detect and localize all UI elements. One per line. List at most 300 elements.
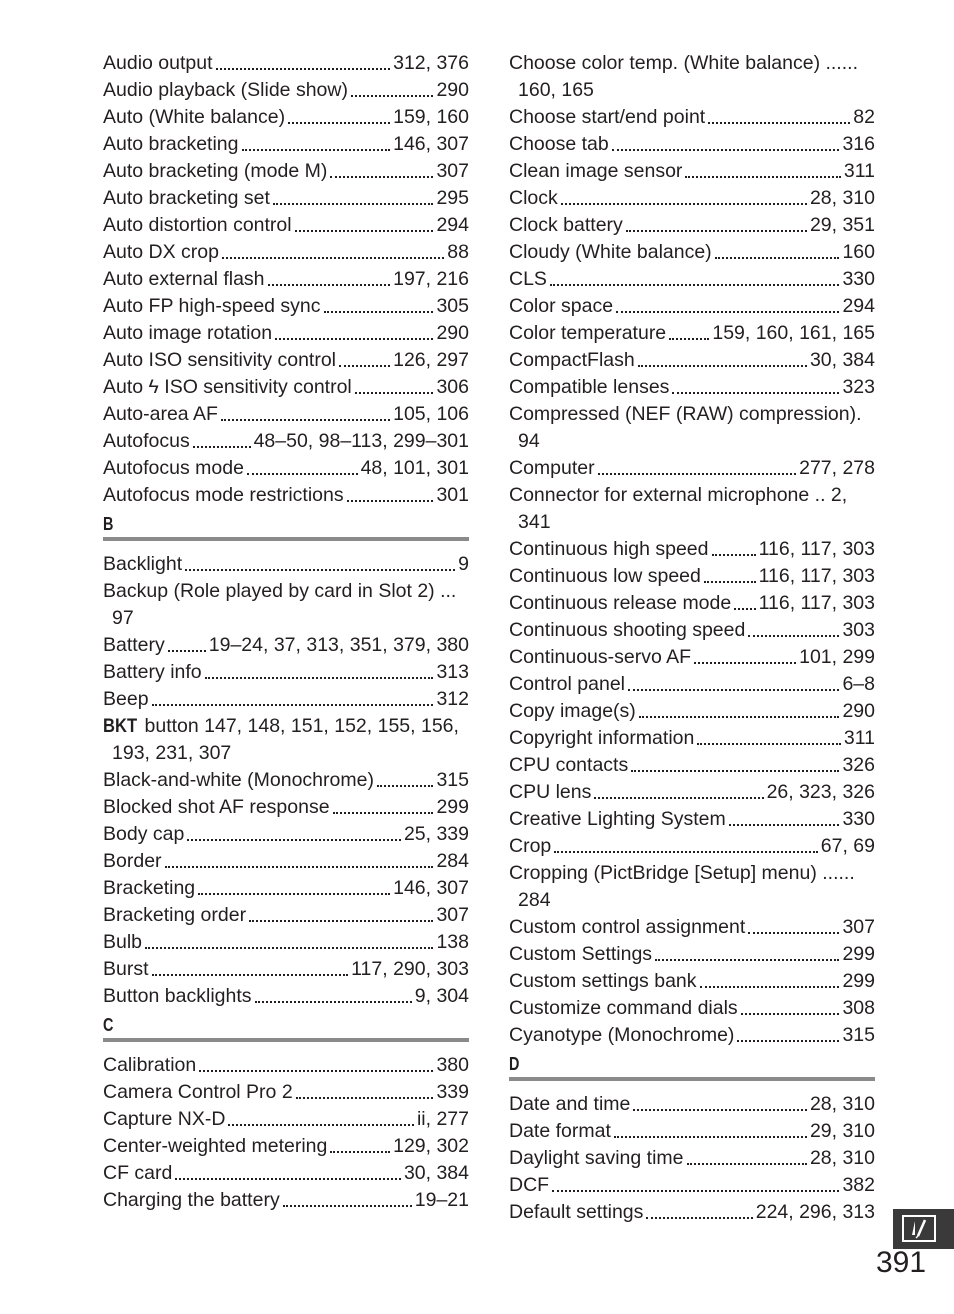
dot-leader [631, 770, 839, 772]
dot-leader [741, 1013, 840, 1015]
index-pages: 382 [842, 1174, 875, 1196]
dot-leader [355, 392, 434, 394]
page-number: 391 [876, 1246, 927, 1279]
dot-leader [247, 473, 358, 475]
dot-leader [221, 419, 390, 421]
index-term: Continuous-servo AF [509, 646, 692, 668]
dot-leader [339, 365, 390, 367]
index-entry [509, 536, 875, 563]
index-entry [509, 968, 875, 995]
index-entry [509, 671, 875, 698]
index-term: Burst [103, 958, 149, 980]
index-entry [103, 77, 469, 104]
dot-leader [330, 1151, 390, 1153]
index-term: Auto bracketing (mode M) [103, 160, 328, 182]
index-term: Color temperature [509, 322, 667, 344]
index-term: CF card [103, 1162, 173, 1184]
index-term: CPU contacts [509, 754, 629, 776]
index-pages: 6–8 [842, 673, 875, 695]
index-pages: 307 [436, 904, 469, 926]
dot-leader [351, 95, 433, 97]
index-term: Choose tab [509, 133, 609, 155]
index-pages: 277, 278 [799, 457, 875, 479]
dot-leader [550, 284, 840, 286]
index-term: Autofocus mode [103, 457, 244, 479]
dot-leader [295, 230, 434, 232]
index-entry [103, 875, 469, 902]
dot-leader [616, 311, 839, 313]
index-entry [509, 50, 875, 104]
index-entry [103, 1160, 469, 1187]
index-entry [509, 320, 875, 347]
index-pages: 197, 216 [393, 268, 469, 290]
index-entry [103, 632, 469, 659]
index-entry [509, 563, 875, 590]
index-entry [509, 158, 875, 185]
index-term: Charging the battery [103, 1189, 280, 1211]
index-pages: 311 [843, 727, 875, 749]
index-entry [103, 482, 469, 509]
dot-leader [152, 704, 434, 706]
index-pages: 28, 310 [809, 1093, 875, 1115]
index-entry [103, 686, 469, 713]
dot-leader [685, 176, 840, 178]
index-pages: 28, 310 [809, 187, 875, 209]
index-entry [103, 821, 469, 848]
index-pages: 294 [842, 295, 875, 317]
index-term: Continuous shooting speed [509, 619, 746, 641]
dot-leader [552, 1190, 839, 1192]
index-term: Capture NX-D [103, 1108, 226, 1130]
dot-leader [748, 932, 839, 934]
dot-leader [249, 920, 433, 922]
dot-leader [734, 608, 755, 610]
section-rule [103, 1038, 469, 1042]
index-term: Date and time [509, 1093, 631, 1115]
index-pages: 299 [842, 943, 875, 965]
section-header [103, 1014, 469, 1042]
index-pages: 30, 384 [809, 349, 875, 371]
index-pages: 294 [436, 214, 469, 236]
index-pages: 138 [436, 931, 469, 953]
index-entry [103, 131, 469, 158]
index-entry [509, 644, 875, 671]
index-pages: 330 [842, 808, 875, 830]
index-pages: 28, 310 [809, 1147, 875, 1169]
index-pages: 146, 307 [393, 877, 469, 899]
dot-leader [638, 365, 807, 367]
index-term: Bulb [103, 931, 143, 953]
index-term: Body cap [103, 823, 185, 845]
index-entry [509, 104, 875, 131]
dot-leader [185, 569, 455, 571]
dot-leader [242, 149, 391, 151]
index-term: Computer [509, 457, 595, 479]
index-pages: 295 [436, 187, 469, 209]
dot-leader [626, 230, 807, 232]
section-header [103, 513, 469, 541]
index-entry [103, 956, 469, 983]
index-pages: 126, 297 [393, 349, 469, 371]
index-entry [509, 941, 875, 968]
index-entry [103, 902, 469, 929]
index-entry [509, 752, 875, 779]
index-term: Color space [509, 295, 614, 317]
dot-leader [296, 1097, 434, 1099]
index-term: Center-weighted metering [103, 1135, 328, 1157]
section-letter: D [509, 1054, 520, 1074]
index-entry [103, 320, 469, 347]
index-entry [103, 293, 469, 320]
index-term: Auto DX crop [103, 241, 219, 263]
index-pages: 129, 302 [393, 1135, 469, 1157]
index-entry [509, 617, 875, 644]
dot-leader [594, 797, 763, 799]
index-pages: 284 [436, 850, 469, 872]
index-pages: 19–21 [414, 1189, 469, 1211]
index-entry [103, 713, 469, 767]
dot-leader [228, 1124, 413, 1126]
index-entry [103, 659, 469, 686]
index-term: Cyanotype (Monochrome) [509, 1024, 735, 1046]
dot-leader [628, 689, 839, 691]
index-pages: 97 [112, 607, 134, 629]
index-entry [509, 833, 875, 860]
index-term: Auto bracketing set [103, 187, 270, 209]
dot-leader [283, 1205, 412, 1207]
index-pages: 67, 69 [820, 835, 875, 857]
dot-leader [598, 473, 796, 475]
dot-leader [152, 974, 349, 976]
dot-leader [669, 338, 709, 340]
dot-leader [708, 122, 850, 124]
index-entry [509, 1145, 875, 1172]
index-term: Auto image rotation [103, 322, 273, 344]
dot-leader [612, 149, 840, 151]
index-entry [509, 806, 875, 833]
index-pages: 25, 339 [403, 823, 469, 845]
index-term: Camera Control Pro 2 [103, 1081, 293, 1103]
index-pages: 116, 117, 303 [758, 565, 875, 587]
index-pages: 305 [436, 295, 469, 317]
index-term: Control panel [509, 673, 625, 695]
index-term: Custom control assignment [509, 916, 746, 938]
dot-leader [205, 677, 434, 679]
index-pages: 48, 101, 301 [360, 457, 469, 479]
index-term: Backlight [103, 553, 183, 575]
index-entry [103, 551, 469, 578]
index-term: Auto FP high-speed sync [103, 295, 321, 317]
index-pages: 306 [436, 376, 469, 398]
dot-leader [729, 824, 840, 826]
index-entry [509, 995, 875, 1022]
index-pages: 29, 351 [809, 214, 875, 236]
index-entry [509, 1172, 875, 1199]
index-term: CPU lens [509, 781, 592, 803]
dot-leader [377, 785, 434, 787]
index-entry [103, 1052, 469, 1079]
index-term: Autofocus [103, 430, 190, 452]
index-pages: 160, 165 [518, 79, 594, 101]
index-term: Button backlights [103, 985, 252, 1007]
dot-leader [672, 392, 839, 394]
index-pages: 159, 160, 161, 165 [712, 322, 875, 344]
index-pages: 146, 307 [393, 133, 469, 155]
index-entry [103, 1133, 469, 1160]
index-pages: 339 [436, 1081, 469, 1103]
dot-leader [639, 716, 840, 718]
index-pages: 116, 117, 303 [758, 538, 875, 560]
index-term: CompactFlash [509, 349, 635, 371]
index-pages: 316 [842, 133, 875, 155]
index-term: Cropping (PictBridge [Setup] menu) ...... [509, 862, 855, 884]
index-entry [509, 482, 875, 536]
index-pages: 307 [436, 160, 469, 182]
index-entry [509, 455, 875, 482]
index-pages: ii, 277 [416, 1108, 469, 1130]
dot-leader [737, 1040, 839, 1042]
index-entry [103, 212, 469, 239]
index-pages: 330 [842, 268, 875, 290]
dot-leader [187, 839, 401, 841]
index-term: Border [103, 850, 162, 872]
dot-leader [145, 947, 433, 949]
index-entry [103, 848, 469, 875]
index-pages: 101, 299 [799, 646, 875, 668]
index-pages: 26, 323, 326 [766, 781, 875, 803]
dot-leader [712, 554, 756, 556]
index-pages: 341 [518, 511, 551, 533]
index-term: Auto (White balance) [103, 106, 286, 128]
dot-leader [694, 662, 796, 664]
dot-leader [273, 203, 434, 205]
index-pages: 159, 160 [393, 106, 469, 128]
index-column-right [509, 50, 875, 1226]
index-term: Clock battery [509, 214, 623, 236]
index-entry [509, 293, 875, 320]
index-pages: 315 [436, 769, 469, 791]
index-term: Continuous high speed [509, 538, 709, 560]
index-pages: 48–50, 98–113, 299–301 [253, 430, 469, 452]
index-entry [103, 767, 469, 794]
index-entry [509, 1091, 875, 1118]
index-entry [509, 374, 875, 401]
index-entry [509, 401, 875, 455]
section-letter: C [103, 1015, 114, 1035]
index-pages: 193, 231, 307 [112, 742, 232, 764]
index-term: DCF [509, 1174, 550, 1196]
index-pages: 315 [842, 1024, 875, 1046]
index-term: Backup (Role played by card in Slot 2) ... [103, 580, 457, 602]
index-entry [509, 914, 875, 941]
index-term: Custom settings bank [509, 970, 697, 992]
index-entry [509, 1022, 875, 1049]
index-pages: 290 [436, 79, 469, 101]
index-term: Continuous release mode [509, 592, 732, 614]
index-term: Connector for external microphone .. 2, [509, 484, 848, 506]
index-term: Choose start/end point [509, 106, 706, 128]
dot-leader [633, 1109, 807, 1111]
index-pages: 19–24, 37, 313, 351, 379, 380 [208, 634, 469, 656]
index-entry [509, 1199, 875, 1226]
index-tab-icon [902, 1215, 936, 1242]
index-entry [509, 239, 875, 266]
index-pages: 299 [436, 796, 469, 818]
index-pages: 160 [842, 241, 875, 263]
index-pages: 284 [518, 889, 551, 911]
dot-leader [646, 1217, 752, 1219]
index-column-left [103, 50, 469, 1214]
index-pages: 105, 106 [393, 403, 469, 425]
dot-leader [175, 1178, 401, 1180]
dot-leader [687, 1163, 807, 1165]
index-entry [103, 50, 469, 77]
dot-leader [168, 650, 206, 652]
index-term: Autofocus mode restrictions [103, 484, 344, 506]
dot-leader [330, 176, 433, 178]
index-entry [509, 725, 875, 752]
index-entry [103, 455, 469, 482]
index-term: Default settings [509, 1201, 644, 1223]
index-term: Auto ISO sensitivity control [103, 349, 337, 371]
index-pages: 82 [853, 106, 875, 128]
index-term: Calibration [103, 1054, 197, 1076]
index-pages: 307 [842, 916, 875, 938]
index-term: Copy image(s) [509, 700, 636, 722]
index-term: Beep [103, 688, 149, 710]
index-term: Auto distortion control [103, 214, 292, 236]
index-entry [103, 158, 469, 185]
index-pages: 380 [436, 1054, 469, 1076]
index-entry [103, 104, 469, 131]
index-term: Auto external flash [103, 268, 265, 290]
index-entry [103, 1187, 469, 1214]
index-term: Audio playback (Slide show) [103, 79, 348, 101]
index-entry [103, 578, 469, 632]
index-term: Continuous low speed [509, 565, 701, 587]
index-entry [103, 794, 469, 821]
index-term: Bracketing [103, 877, 196, 899]
index-pages: 30, 384 [403, 1162, 469, 1184]
dot-leader [255, 1001, 412, 1003]
dot-leader [554, 851, 818, 853]
index-entry [103, 239, 469, 266]
index-entry [509, 1118, 875, 1145]
section-rule [103, 537, 469, 541]
index-entry [509, 860, 875, 914]
index-entry [509, 131, 875, 158]
index-pages: 116, 117, 303 [758, 592, 875, 614]
index-term: Black-and-white (Monochrome) [103, 769, 374, 791]
dot-leader [324, 311, 434, 313]
dot-leader [748, 635, 839, 637]
bkt-button-label: BKT [103, 715, 138, 737]
dot-leader [198, 893, 390, 895]
index-entry [103, 428, 469, 455]
index-term: Auto bracketing [103, 133, 239, 155]
index-term: Bracketing order [103, 904, 247, 926]
index-term: Audio output [103, 52, 213, 74]
index-pages: 290 [436, 322, 469, 344]
dot-leader [275, 338, 433, 340]
index-entry [509, 347, 875, 374]
dot-leader [700, 986, 840, 988]
dot-leader [697, 743, 841, 745]
index-pages: 224, 296, 313 [755, 1201, 875, 1223]
index-term: Custom Settings [509, 943, 653, 965]
index-term: Auto ϟ ISO sensitivity control [103, 376, 352, 398]
index-pages: 299 [842, 970, 875, 992]
index-term: Date format [509, 1120, 611, 1142]
index-entry [103, 1079, 469, 1106]
index-pages: 117, 290, 303 [351, 958, 469, 980]
index-pages: 308 [842, 997, 875, 1019]
index-entry [509, 590, 875, 617]
dot-leader [165, 866, 434, 868]
index-entry [103, 347, 469, 374]
index-term: Clock [509, 187, 558, 209]
dot-leader [216, 68, 391, 70]
index-entry [103, 983, 469, 1010]
index-pages: 9 [458, 553, 469, 575]
index-pages: 326 [842, 754, 875, 776]
index-pages: 312 [436, 688, 469, 710]
dot-leader [199, 1070, 433, 1072]
index-term: Compatible lenses [509, 376, 670, 398]
section-header [509, 1053, 875, 1081]
index-term: Battery info [103, 661, 202, 683]
index-entry [103, 401, 469, 428]
dot-leader [268, 284, 391, 286]
dot-leader [347, 500, 434, 502]
index-term: Blocked shot AF response [103, 796, 330, 818]
dot-leader [222, 257, 444, 259]
index-term: button 147, 148, 151, 152, 155, 156, [144, 715, 459, 737]
index-pages: 94 [518, 430, 540, 452]
index-entry [103, 374, 469, 401]
dot-leader [333, 812, 434, 814]
index-pages: 9, 304 [414, 985, 469, 1007]
index-pages: 323 [842, 376, 875, 398]
index-pages: 301 [436, 484, 469, 506]
index-pages: 311 [843, 160, 875, 182]
index-pages: 312, 376 [393, 52, 469, 74]
section-tab [893, 1209, 954, 1249]
index-entry [103, 1106, 469, 1133]
index-term: Auto-area AF [103, 403, 218, 425]
dot-leader [193, 446, 251, 448]
index-term: Creative Lighting System [509, 808, 726, 830]
index-entry [509, 698, 875, 725]
section-rule [509, 1077, 875, 1081]
section-letter: B [103, 514, 114, 534]
index-term: Crop [509, 835, 552, 857]
dot-leader [655, 959, 839, 961]
index-pages: 313 [436, 661, 469, 683]
index-entry [509, 212, 875, 239]
index-pages: 303 [842, 619, 875, 641]
dot-leader [288, 122, 390, 124]
index-entry [509, 185, 875, 212]
index-term: Clean image sensor [509, 160, 683, 182]
index-term: Copyright information [509, 727, 695, 749]
index-pages: 290 [842, 700, 875, 722]
index-pages: 29, 310 [809, 1120, 875, 1142]
index-entry [509, 266, 875, 293]
index-entry [509, 779, 875, 806]
index-pages: 88 [447, 241, 469, 263]
dot-leader [614, 1136, 807, 1138]
